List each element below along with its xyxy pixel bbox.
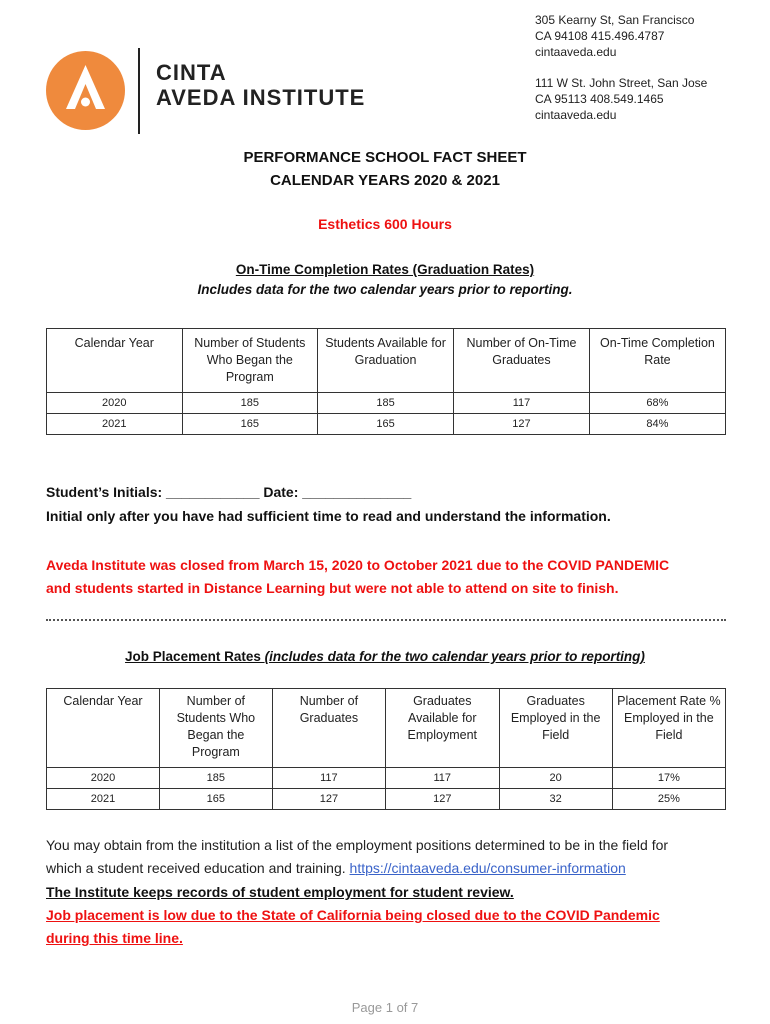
table-header-row — [47, 329, 726, 393]
table-cell: 25% — [612, 789, 725, 810]
column-header: Number of On-Time Graduates — [454, 329, 590, 393]
section-divider — [46, 619, 726, 621]
table-cell: 2020 — [47, 393, 183, 414]
column-header: Graduates Available for Employment — [385, 689, 499, 768]
page-number: Page 1 of 7 — [351, 1000, 419, 1015]
completion-subheading: Includes data for the two calendar years prior to reporting. — [197, 282, 573, 297]
column-header: Number of Students Who Began the Program — [182, 329, 317, 393]
table-cell: 185 — [159, 768, 272, 789]
placement-heading: Job Placement Rates (includes data for the two calendar years prior to reporting) — [125, 649, 645, 664]
table-cell: 2020 — [47, 768, 160, 789]
table-cell: 165 — [159, 789, 272, 810]
table-cell: 68% — [589, 393, 725, 414]
table-cell: 127 — [454, 414, 590, 435]
table-cell: 2021 — [47, 414, 183, 435]
logo-emblem — [46, 51, 125, 130]
table-cell: 117 — [385, 768, 499, 789]
table-row — [47, 414, 726, 435]
table-cell: 165 — [318, 414, 454, 435]
table-cell: 20 — [499, 768, 612, 789]
logo-a-icon — [46, 51, 125, 130]
obtain-line1: You may obtain from the institution a list of the employment positions determined to be in the field for — [46, 837, 669, 853]
covid-notice-line2: and students started in Distance Learning but were not able to attend on site to finish. — [46, 580, 619, 596]
table-cell: 32 — [499, 789, 612, 810]
column-header: On-Time Completion Rate — [589, 329, 725, 393]
column-header: Students Available for Graduation — [318, 329, 454, 393]
table-cell: 127 — [385, 789, 499, 810]
address-san-jose: 111 W St. John Street, San Jose CA 95113 408.549.1465 cintaaveda.edu — [535, 76, 708, 122]
column-header: Calendar Year — [47, 689, 160, 768]
column-header: Number of Students Who Began the Program — [159, 689, 272, 768]
placement-table — [46, 688, 726, 810]
consumer-information-link[interactable]: https://cintaaveda.edu/consumer-information — [349, 860, 626, 876]
program-name: Esthetics 600 Hours — [318, 216, 452, 232]
column-header: Calendar Year — [47, 329, 183, 393]
table-cell: 185 — [318, 393, 454, 414]
records-note: The Institute keeps records of student employment for student review. — [46, 884, 514, 900]
table-cell: 185 — [182, 393, 317, 414]
table-cell: 17% — [612, 768, 725, 789]
column-header: Placement Rate % Employed in the Field — [612, 689, 725, 768]
table-cell: 84% — [589, 414, 725, 435]
placement-low-line1: Job placement is low due to the State of California being closed due to the COVID Pandemic — [46, 907, 660, 923]
address-san-francisco: 305 Kearny St, San Francisco CA 94108 415.496.4787 cintaaveda.edu — [535, 13, 695, 59]
table-row — [47, 768, 726, 789]
table-cell: 127 — [272, 789, 385, 810]
covid-notice-line1: Aveda Institute was closed from March 15, 2020 to October 2021 due to the COVID PANDEMIC — [46, 557, 670, 573]
column-header: Graduates Employed in the Field — [499, 689, 612, 768]
column-header: Number of Graduates — [272, 689, 385, 768]
logo-divider — [138, 48, 140, 134]
table-cell: 2021 — [47, 789, 160, 810]
table-cell: 117 — [272, 768, 385, 789]
logo-wordmark: CINTA AVEDA INSTITUTE — [156, 60, 366, 110]
completion-heading: On-Time Completion Rates (Graduation Rates) — [235, 262, 535, 277]
table-row — [47, 789, 726, 810]
page-title: PERFORMANCE SCHOOL FACT SHEET — [243, 149, 527, 166]
table-header-row — [47, 689, 726, 768]
table-cell: 165 — [182, 414, 317, 435]
placement-low-line2: during this time line. — [46, 930, 183, 946]
initials-line: Student’s Initials: ____________ Date: ______________ — [46, 484, 412, 500]
completion-table — [46, 328, 726, 435]
page-subtitle: CALENDAR YEARS 2020 & 2021 — [270, 172, 500, 189]
obtain-line2: which a student received education and training. https://cintaaveda.edu/consumer-information — [46, 860, 626, 876]
table-cell: 117 — [454, 393, 590, 414]
initials-note: Initial only after you have had sufficient time to read and understand the information. — [46, 508, 611, 524]
table-row — [47, 393, 726, 414]
